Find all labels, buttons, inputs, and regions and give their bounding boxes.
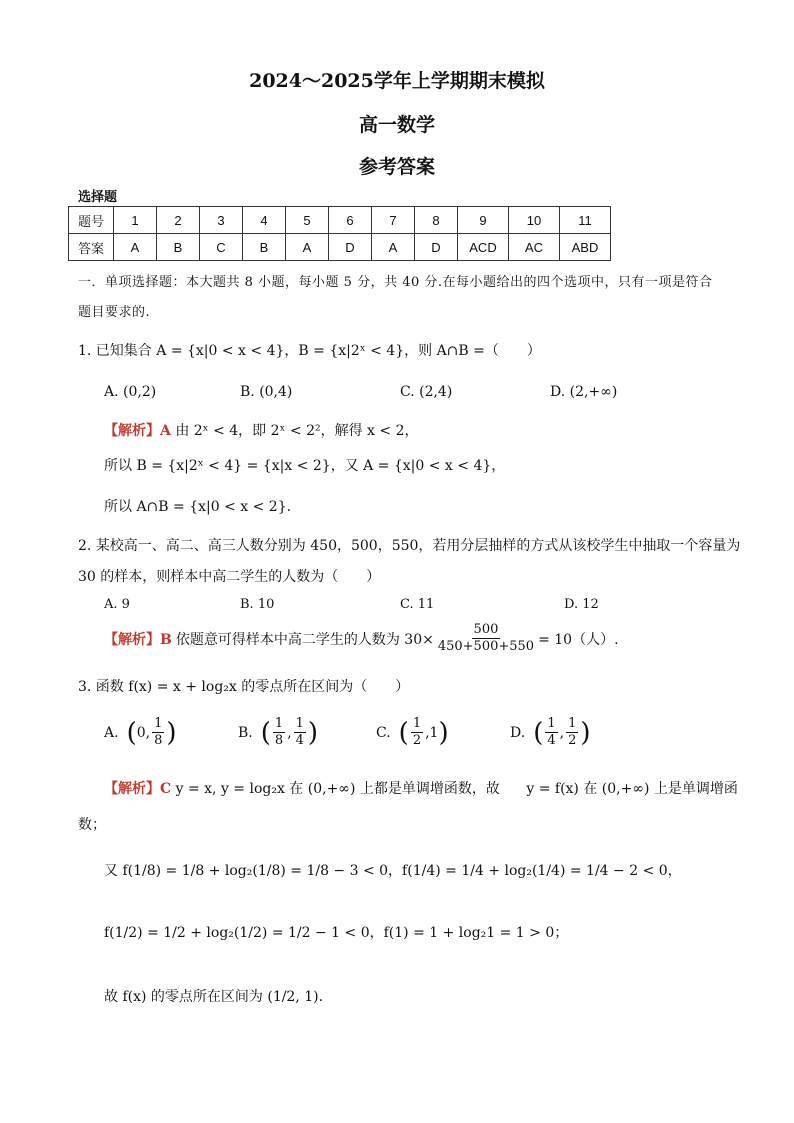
table-header-cell: 答案 bbox=[69, 234, 114, 261]
paren-open: ( bbox=[126, 717, 137, 748]
option-label: A. bbox=[104, 724, 119, 741]
question-1-analysis-line: 所以 A∩B = {x|0 < x < 2}. bbox=[104, 499, 292, 515]
paren-open: ( bbox=[533, 717, 544, 748]
question-3-analysis-line: 数； bbox=[78, 817, 106, 833]
fraction-denominator: 4 bbox=[547, 733, 556, 748]
question-2-stem: 30 的样本，则样本中高二学生的人数为（ ） bbox=[78, 569, 381, 585]
fraction bbox=[545, 716, 557, 749]
table-cell: AC bbox=[509, 234, 560, 261]
table-cell: B bbox=[243, 234, 286, 261]
table-cell: C bbox=[200, 234, 243, 261]
paren-close: ) bbox=[166, 717, 177, 748]
option-label: D. bbox=[510, 724, 526, 741]
table-cell: 10 bbox=[509, 207, 560, 234]
question-1-option-a: A. (0,2) bbox=[104, 384, 157, 400]
analysis-text: 依题意可得样本中高二学生的人数为 30× bbox=[175, 631, 434, 648]
fraction-denominator: 4 bbox=[295, 733, 304, 748]
fraction-denominator: 2 bbox=[412, 733, 422, 748]
question-1-analysis-line: 所以 B = {x|2ˣ < 4} = {x|x < 2}，又 A = {x|0 < x < 4}， bbox=[104, 458, 506, 474]
question-2-option-d: D. 12 bbox=[564, 597, 599, 612]
analysis-text: f(1/8) = 1/8 + log₂(1/8) = 1/8 − 3 < 0，f(1/4) = 1/4 + log₂(1/4) = 1/4 − 2 < 0， bbox=[122, 863, 682, 879]
paren-open: ( bbox=[260, 717, 271, 748]
analysis-text: 又 bbox=[104, 863, 118, 879]
fraction-numerator: 1 bbox=[547, 716, 556, 731]
question-2-option-b: B. 10 bbox=[240, 597, 275, 612]
question-2-stem: 2. 某校高一、高二、高三人数分别为 450，500，550，若用分层抽样的方式从该校学生中抽取一个容量为 bbox=[78, 538, 741, 554]
table-cell: A bbox=[114, 234, 157, 261]
table-cell: D bbox=[415, 234, 458, 261]
question-2-option-a: A. 9 bbox=[104, 597, 130, 612]
table-cell: 1 bbox=[114, 207, 157, 234]
section-intro-line: 一．单项选择题：本大题共 8 小题，每小题 5 分，共 40 分.在每小题给出的四个选项中，只有一项是符合 bbox=[78, 275, 713, 290]
answer-table bbox=[68, 206, 611, 261]
question-1-option-d: D. (2,+∞) bbox=[550, 384, 618, 400]
analysis-label: 【解析】A bbox=[104, 423, 171, 439]
table-cell: A bbox=[286, 234, 329, 261]
table-cell: 9 bbox=[458, 207, 509, 234]
question-3-option-d: D. ( $\frac{1}{4}$ , $\frac{1}{2}$ ) bbox=[510, 716, 591, 748]
question-3-analysis-line: f(1/2) = 1/2 + log₂(1/2) = 1/2 − 1 < 0，f(1) = 1 + log₂1 = 1 > 0； bbox=[104, 925, 569, 941]
page-title: 2024～2025学年上学期期末模拟 bbox=[249, 70, 545, 92]
question-1-option-b: B. (0,4) bbox=[240, 384, 293, 400]
fraction-denominator: 8 bbox=[154, 733, 163, 748]
fraction-numerator: 1 bbox=[154, 716, 163, 731]
analysis-label: 【解析】C bbox=[104, 781, 172, 797]
table-cell: 2 bbox=[157, 207, 200, 234]
subject-title: 高一数学 bbox=[358, 114, 435, 136]
analysis-text: y = f(x) 在 (0,+∞) 上是单调增函 bbox=[526, 781, 738, 797]
section-intro bbox=[78, 268, 713, 328]
table-cell: 6 bbox=[329, 207, 372, 234]
fraction bbox=[411, 716, 423, 749]
table-cell: 7 bbox=[372, 207, 415, 234]
fraction-numerator: 1 bbox=[274, 716, 284, 731]
question-1-stem: 1. 已知集合 A = {x|0 < x < 4}，B = {x|2ˣ < 4}，则 A∩B =（ ） bbox=[78, 343, 541, 359]
option-label: B. bbox=[238, 724, 253, 741]
paren-close: ) bbox=[580, 717, 591, 748]
question-2-option-c: C. 11 bbox=[400, 597, 435, 612]
table-row bbox=[69, 207, 611, 234]
option-label: C. bbox=[376, 724, 391, 741]
table-cell: 5 bbox=[286, 207, 329, 234]
choice-section-label: 选择题 bbox=[78, 190, 118, 205]
fraction-denominator: 8 bbox=[274, 733, 284, 748]
analysis-label: 【解析】B bbox=[104, 631, 172, 648]
question-3-analysis bbox=[104, 778, 738, 798]
question-3-analysis-line: 故 f(x) 的零点所在区间为 (1/2, 1). bbox=[104, 989, 324, 1005]
fraction-denominator: 450+500+550 bbox=[437, 639, 535, 654]
option-text: 0, bbox=[136, 724, 151, 741]
paren-open: ( bbox=[398, 717, 409, 748]
fraction bbox=[566, 716, 578, 749]
fraction bbox=[152, 716, 164, 749]
fraction-denominator: 2 bbox=[568, 733, 577, 748]
question-1-analysis bbox=[104, 420, 418, 440]
paren-close: ) bbox=[307, 717, 319, 748]
fraction-numerator: 500 bbox=[473, 622, 499, 637]
answer-key-title: 参考答案 bbox=[358, 156, 435, 178]
question-3-option-c: C. ( $\frac{1}{2}$ ,1 ) bbox=[376, 716, 449, 748]
table-cell: ACD bbox=[458, 234, 509, 261]
table-cell: A bbox=[372, 234, 415, 261]
table-cell: 4 bbox=[243, 207, 286, 234]
table-cell: D bbox=[329, 234, 372, 261]
fraction bbox=[294, 716, 306, 749]
fraction bbox=[436, 622, 536, 655]
fraction-numerator: 1 bbox=[295, 716, 304, 731]
fraction-numerator: 1 bbox=[412, 716, 422, 731]
table-cell: ABD bbox=[560, 234, 611, 261]
analysis-text: = 10（人）. bbox=[538, 631, 619, 648]
question-2-analysis bbox=[104, 622, 619, 655]
question-3-stem: 3. 函数 f(x) = x + log₂x 的零点所在区间为（ ） bbox=[78, 679, 410, 695]
table-cell: B bbox=[157, 234, 200, 261]
question-1-option-c: C. (2,4) bbox=[400, 384, 453, 400]
question-3-analysis-line bbox=[104, 860, 682, 880]
section-intro-line: 题目要求的. bbox=[78, 305, 151, 320]
table-cell: 11 bbox=[560, 207, 611, 234]
question-3-option-a bbox=[104, 716, 177, 749]
analysis-text: y = x, y = log₂x 在 (0,+∞) 上都是单调增函数，故 bbox=[175, 781, 500, 797]
analysis-text: 由 2ˣ < 4，即 2ˣ < 2²，解得 x < 2， bbox=[175, 423, 419, 439]
table-cell: 3 bbox=[200, 207, 243, 234]
paren-close: ) bbox=[438, 717, 449, 748]
table-row bbox=[69, 234, 611, 261]
table-header-cell: 题号 bbox=[69, 207, 114, 234]
fraction bbox=[273, 716, 285, 749]
question-3-option-b: B. ( $\frac{1}{8}$ , $\frac{1}{4}$ ) bbox=[238, 716, 319, 748]
fraction-numerator: 1 bbox=[568, 716, 577, 731]
table-cell: 8 bbox=[415, 207, 458, 234]
